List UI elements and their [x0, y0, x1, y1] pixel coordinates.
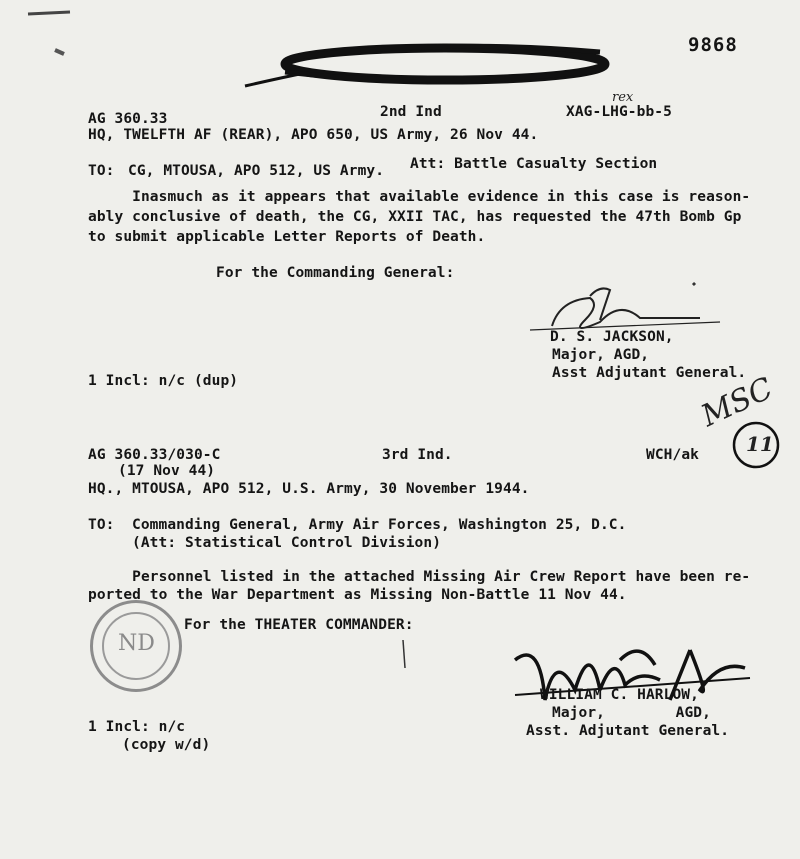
ind2-reference: AG 360.33 [88, 111, 168, 127]
ind3-body-line-2: ported to the War Department as Missing Non-Battle 11 Nov 44. [88, 587, 627, 603]
ind2-file-code: XAG-LHG-bb-5 [566, 104, 672, 120]
ind2-body-line-1: Inasmuch as it appears that available evidence in this case is reason- [88, 189, 751, 205]
ind2-for-line: For the Commanding General: [216, 265, 455, 281]
ind2-attention: Att: Battle Casualty Section [410, 156, 658, 172]
ind2-signer-title: Asst Adjutant General. [552, 365, 747, 381]
classification-redaction [245, 46, 605, 86]
ind2-hq-line: HQ, TWELFTH AF (REAR), APO 650, US Army, 26 Nov 44. [88, 127, 539, 143]
ind3-reference-date: (17 Nov 44) [118, 463, 216, 479]
ind3-to-attention: (Att: Statistical Control Division) [132, 535, 442, 551]
ind3-signer-title: Asst. Adjutant General. [526, 723, 730, 739]
ind3-reference: AG 360.33/030-C [88, 447, 221, 463]
ind2-label: 2nd Ind [380, 104, 442, 120]
ind3-label: 3rd Ind. [382, 447, 453, 463]
ind2-signer-name: D. S. JACKSON, [550, 329, 674, 345]
ind3-hq-line: HQ., MTOUSA, APO 512, U.S. Army, 30 November 1944. [88, 481, 530, 497]
ind3-signer-name: WILLIAM C. HARLOW, [540, 687, 699, 703]
margin-note: MSC [696, 370, 779, 435]
margin-dot [693, 283, 695, 285]
ind3-for-line: For the THEATER COMMANDER: [184, 617, 414, 633]
ind2-inclosure: 1 Incl: n/c (dup) [88, 373, 239, 389]
ind3-signer-rank: Major, AGD, [552, 705, 711, 721]
ind2-body-line-3: to submit applicable Letter Reports of Death. [88, 229, 486, 245]
ind2-file-code-annotation: rex [612, 90, 634, 105]
jackson-signature [530, 288, 720, 330]
ind2-signer-rank: Major, AGD, [552, 347, 650, 363]
ind3-file-code: WCH/ak [646, 447, 699, 463]
ind2-to-label: TO: [88, 163, 115, 179]
seal-text: ND [118, 631, 155, 656]
stray-tick [403, 640, 405, 668]
margin-dash [55, 50, 64, 54]
ind2-body-line-2: ably conclusive of death, the CG, XXII TAC, has requested the 47th Bomb Gp [88, 209, 742, 225]
corner-mark [28, 12, 70, 14]
embossed-seal [90, 600, 182, 692]
ind3-body-line-1: Personnel listed in the attached Missing Air Crew Report have been re- [88, 569, 751, 585]
ind3-inclosure-note: (copy w/d) [122, 737, 211, 753]
ind3-to-label: TO: [88, 517, 115, 533]
ind3-inclosure: 1 Incl: n/c [88, 719, 186, 735]
document-number: 9868 [688, 34, 738, 56]
circled-number: 11 [746, 432, 774, 456]
ind3-to-text: Commanding General, Army Air Forces, Washington 25, D.C. [132, 517, 627, 533]
ind2-to-text: CG, MTOUSA, APO 512, US Army. [128, 163, 385, 179]
